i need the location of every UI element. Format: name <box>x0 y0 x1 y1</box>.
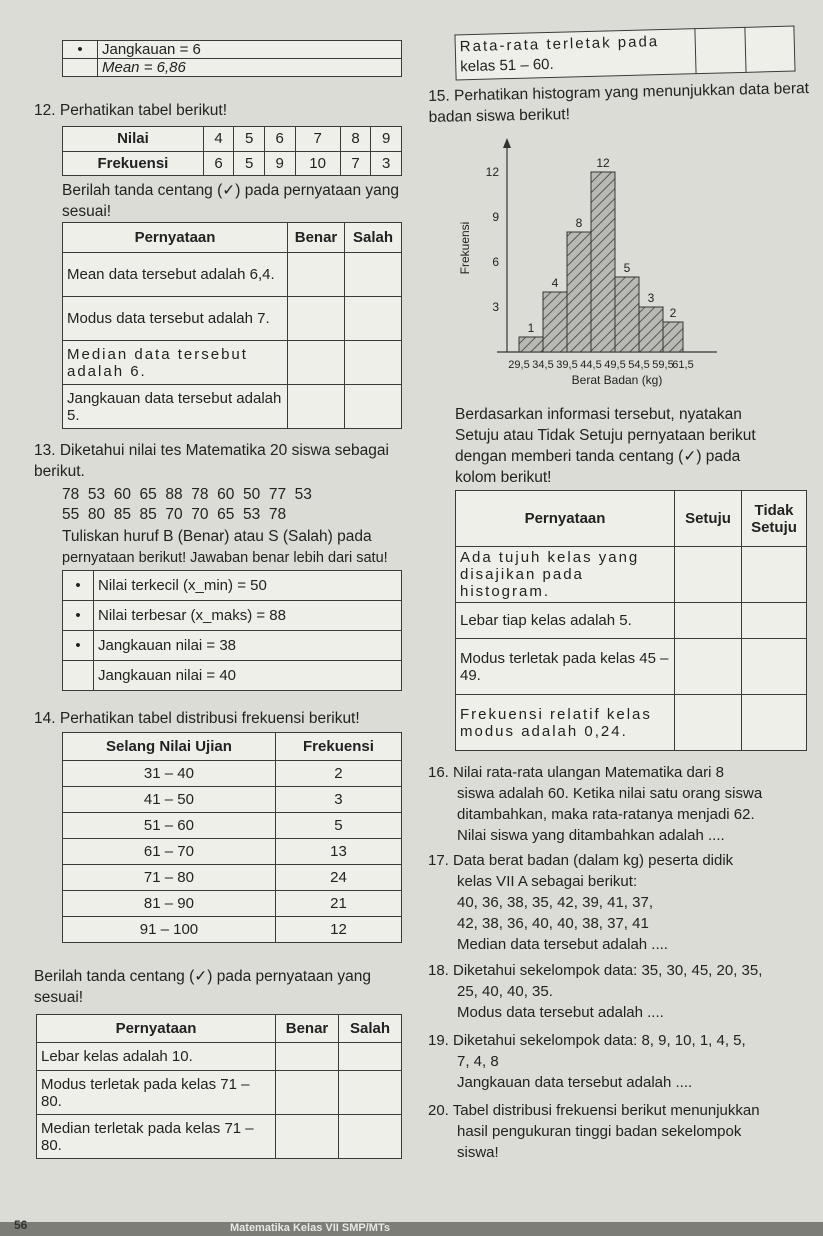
header-nilai: Nilai <box>63 127 204 152</box>
check-cell[interactable] <box>675 639 742 695</box>
check-cell[interactable] <box>345 253 402 297</box>
statement: Modus terletak pada kelas 45 – 49. <box>456 639 675 695</box>
q17-line2: kelas VII A sebagai berikut: <box>457 873 638 890</box>
check-cell[interactable] <box>288 297 345 341</box>
col-salah: Salah <box>339 1015 402 1043</box>
bar-value-label: 2 <box>669 306 677 320</box>
x-tick-label: 34,5 <box>532 359 554 371</box>
check-cell[interactable] <box>675 547 742 603</box>
check-cell[interactable] <box>339 1071 402 1115</box>
footer-text: Matematika Kelas VII SMP/MTs <box>230 1222 390 1234</box>
range-cell: 71 – 80 <box>63 865 276 891</box>
q17-line5: Median data tersebut adalah .... <box>457 936 668 953</box>
q13-instruction1: Tuliskan huruf B (Benar) atau S (Salah) pada <box>62 528 372 545</box>
freq-cell: 13 <box>275 839 401 865</box>
nilai-cell: 4 <box>203 127 234 152</box>
col-selang: Selang Nilai Ujian <box>63 733 276 761</box>
page-number: 56 <box>14 1218 28 1232</box>
q12-statement-table <box>62 222 402 429</box>
statement: Jangkauan data tersebut adalah 5. <box>63 385 288 429</box>
histogram-bar <box>567 232 591 352</box>
bar-value-label: 4 <box>551 276 559 290</box>
range-cell: 31 – 40 <box>63 761 276 787</box>
x-tick-label: 49,5 <box>604 359 626 371</box>
y-tick-label: 3 <box>492 300 499 314</box>
row-mark: • <box>63 601 94 631</box>
col-pernyataan: Pernyataan <box>37 1015 276 1043</box>
q19-line1: 19. Diketahui sekelompok data: 8, 9, 10, 1, 4, 5, <box>428 1032 746 1049</box>
histogram-chart <box>455 130 775 390</box>
q13-data-line2: 55 80 85 85 70 70 65 53 78 <box>62 506 287 523</box>
col-benar: Benar <box>288 223 345 253</box>
q15-after2: Setuju atau Tidak Setuju pernyataan berikut <box>455 427 756 444</box>
frekuensi-cell: 3 <box>371 151 402 176</box>
bar-value-label: 12 <box>596 156 610 170</box>
q16 <box>428 762 823 846</box>
q20-line2: hasil pengukuran tinggi badan sekelompok <box>457 1123 742 1140</box>
frekuensi-cell: 10 <box>295 151 340 176</box>
check-cell[interactable] <box>276 1043 339 1071</box>
nilai-cell: 6 <box>264 127 295 152</box>
range-cell: 81 – 90 <box>63 891 276 917</box>
x-tick-label: 59,5 <box>652 359 674 371</box>
y-tick-label: 12 <box>485 165 499 179</box>
q13-data-line1: 78 53 60 65 88 78 60 50 77 53 <box>62 486 312 503</box>
col-tidak-setuju: Tidak Setuju <box>742 491 807 547</box>
q16-line1: 16. Nilai rata-rata ulangan Matematika dari 8 <box>428 764 724 781</box>
col-pernyataan: Pernyataan <box>63 223 288 253</box>
freq-cell: 3 <box>275 787 401 813</box>
q14-instruction: Berilah tanda centang (✓) pada pernyataan yang sesuai! <box>34 968 371 1006</box>
y-tick-label: 6 <box>492 255 499 269</box>
row-mark: • <box>63 571 94 601</box>
statement: Lebar tiap kelas adalah 5. <box>456 603 675 639</box>
histogram-bar <box>519 337 543 352</box>
check-cell[interactable] <box>345 297 402 341</box>
freq-cell: 24 <box>275 865 401 891</box>
q15-after1: Berdasarkan informasi tersebut, nyatakan <box>455 406 742 423</box>
bar-value-label: 3 <box>647 291 655 305</box>
col-salah: Salah <box>345 223 402 253</box>
check-cell[interactable] <box>742 603 807 639</box>
q12-instruction: Berilah tanda centang (✓) pada pernyataan yang sesuai! <box>62 182 399 220</box>
check-cell[interactable] <box>675 695 742 751</box>
q20-line3: siswa! <box>457 1144 499 1161</box>
q17 <box>428 850 823 955</box>
freq-cell: 21 <box>275 891 401 917</box>
histogram-bar <box>663 322 683 352</box>
x-tick-label: 29,5 <box>508 359 530 371</box>
q12-title: 12. Perhatikan tabel berikut! <box>34 102 228 119</box>
check-cell[interactable] <box>742 695 807 751</box>
statement: Modus terletak pada kelas 71 – 80. <box>37 1071 276 1115</box>
row-text: Jangkauan = 6 <box>98 41 402 59</box>
footer-bar <box>0 1222 823 1236</box>
check-cell[interactable] <box>339 1043 402 1071</box>
statement: Mean data tersebut adalah 6,4. <box>63 253 288 297</box>
nilai-cell: 9 <box>371 127 402 152</box>
freq-cell: 2 <box>275 761 401 787</box>
bar-value-label: 5 <box>623 261 631 275</box>
y-axis-label: Frekuensi <box>458 221 472 275</box>
row-text: Mean = 6,86 <box>98 59 402 77</box>
q15-after4: kolom berikut! <box>455 469 552 486</box>
q15-statement-table <box>455 490 807 751</box>
q17-line4: 42, 38, 36, 40, 40, 38, 37, 41 <box>457 915 649 932</box>
row-mark: • <box>63 41 98 59</box>
q13-instruction2: pernyataan berikut! Jawaban benar lebih dari satu! <box>62 550 388 566</box>
col-setuju: Setuju <box>675 491 742 547</box>
check-cell[interactable] <box>695 27 745 73</box>
header-frekuensi: Frekuensi <box>63 151 204 176</box>
frekuensi-cell: 9 <box>264 151 295 176</box>
row-text: Jangkauan nilai = 40 <box>94 661 402 691</box>
row-text: Nilai terbesar (x_maks) = 88 <box>94 601 402 631</box>
row-text: Jangkauan nilai = 38 <box>94 631 402 661</box>
q14-statement-table <box>36 1014 402 1159</box>
q16-line3: ditambahkan, maka rata-ratanya menjadi 62. <box>457 806 755 823</box>
x-tick-label: 61,5 <box>672 359 694 371</box>
q14-freq-table <box>62 732 402 943</box>
histogram-bar <box>639 307 663 352</box>
frekuensi-cell: 5 <box>234 151 265 176</box>
histogram-bar <box>591 172 615 352</box>
q13-table <box>62 570 402 691</box>
check-cell[interactable] <box>276 1071 339 1115</box>
statement: Median terletak pada kelas 71 – 80. <box>37 1115 276 1159</box>
check-cell[interactable] <box>288 385 345 429</box>
check-cell[interactable] <box>675 603 742 639</box>
top-right-text1: Rata-rata terletak pada <box>459 33 660 56</box>
check-cell[interactable] <box>742 639 807 695</box>
freq-cell: 5 <box>275 813 401 839</box>
q18-line3: Modus data tersebut adalah .... <box>457 1004 664 1021</box>
q12-table <box>62 126 402 176</box>
check-cell[interactable] <box>745 26 795 72</box>
top-right-text <box>455 29 697 80</box>
statement: Ada tujuh kelas yang disajikan pada histogram. <box>456 547 675 603</box>
row-mark <box>63 661 94 691</box>
statement: Modus data tersebut adalah 7. <box>63 297 288 341</box>
histogram-bar <box>543 292 567 352</box>
bar-value-label: 8 <box>575 216 583 230</box>
q19-line2: 7, 4, 8 <box>457 1053 499 1070</box>
q13-title: 13. Diketahui nilai tes Matematika 20 siswa sebagai berikut. <box>34 442 389 480</box>
q19-line3: Jangkauan data tersebut adalah .... <box>457 1074 693 1091</box>
statement: Lebar kelas adalah 10. <box>37 1043 276 1071</box>
check-cell[interactable] <box>345 341 402 385</box>
q16-line2: siswa adalah 60. Ketika nilai satu orang siswa <box>457 785 763 802</box>
check-cell[interactable] <box>288 253 345 297</box>
q15-after3: dengan memberi tanda centang (✓) pada <box>455 448 741 465</box>
x-tick-label: 44,5 <box>580 359 602 371</box>
x-tick-label: 54,5 <box>628 359 650 371</box>
check-cell[interactable] <box>276 1115 339 1159</box>
x-axis-label: Berat Badan (kg) <box>571 373 663 387</box>
x-tick-label: 39,5 <box>556 359 578 371</box>
q19 <box>428 1030 823 1093</box>
range-cell: 51 – 60 <box>63 813 276 839</box>
range-cell: 61 – 70 <box>63 839 276 865</box>
statement: Median data tersebut adalah 6. <box>63 341 288 385</box>
q16-line4: Nilai siswa yang ditambahkan adalah .... <box>457 827 725 844</box>
statement: Frekuensi relatif kelas modus adalah 0,24. <box>456 695 675 751</box>
top-right-text2: kelas 51 – 60. <box>460 55 554 76</box>
y-tick-label: 9 <box>492 210 499 224</box>
q20 <box>428 1100 823 1163</box>
range-cell: 41 – 50 <box>63 787 276 813</box>
top-right-box <box>454 26 795 81</box>
row-mark <box>63 59 98 77</box>
col-pernyataan: Pernyataan <box>456 491 675 547</box>
check-cell[interactable] <box>288 341 345 385</box>
frekuensi-cell: 7 <box>340 151 371 176</box>
freq-cell: 12 <box>275 917 401 943</box>
row-text: Nilai terkecil (x_min) = 50 <box>94 571 402 601</box>
nilai-cell: 8 <box>340 127 371 152</box>
check-cell[interactable] <box>345 385 402 429</box>
q18-line2: 25, 40, 40, 35. <box>457 983 553 1000</box>
q15-title: 15. Perhatikan histogram yang menunjukkan data berat badan siswa berikut! <box>428 80 810 126</box>
check-cell[interactable] <box>339 1115 402 1159</box>
nilai-cell: 5 <box>234 127 265 152</box>
check-cell[interactable] <box>742 547 807 603</box>
y-axis-arrow <box>503 138 511 148</box>
frekuensi-cell: 6 <box>203 151 234 176</box>
nilai-cell: 7 <box>295 127 340 152</box>
col-benar: Benar <box>276 1015 339 1043</box>
q14-title: 14. Perhatikan tabel distribusi frekuensi berikut! <box>34 710 360 727</box>
range-cell: 91 – 100 <box>63 917 276 943</box>
histogram-bar <box>615 277 639 352</box>
q18 <box>428 960 823 1023</box>
top-left-table <box>62 40 402 77</box>
row-mark: • <box>63 631 94 661</box>
q17-line1: 17. Data berat badan (dalam kg) peserta didik <box>428 852 734 869</box>
col-frekuensi: Frekuensi <box>275 733 401 761</box>
q18-line1: 18. Diketahui sekelompok data: 35, 30, 45, 20, 35, <box>428 962 763 979</box>
q17-line3: 40, 36, 38, 35, 42, 39, 41, 37, <box>457 894 653 911</box>
q20-line1: 20. Tabel distribusi frekuensi berikut menunjukkan <box>428 1102 760 1119</box>
bar-value-label: 1 <box>527 321 535 335</box>
